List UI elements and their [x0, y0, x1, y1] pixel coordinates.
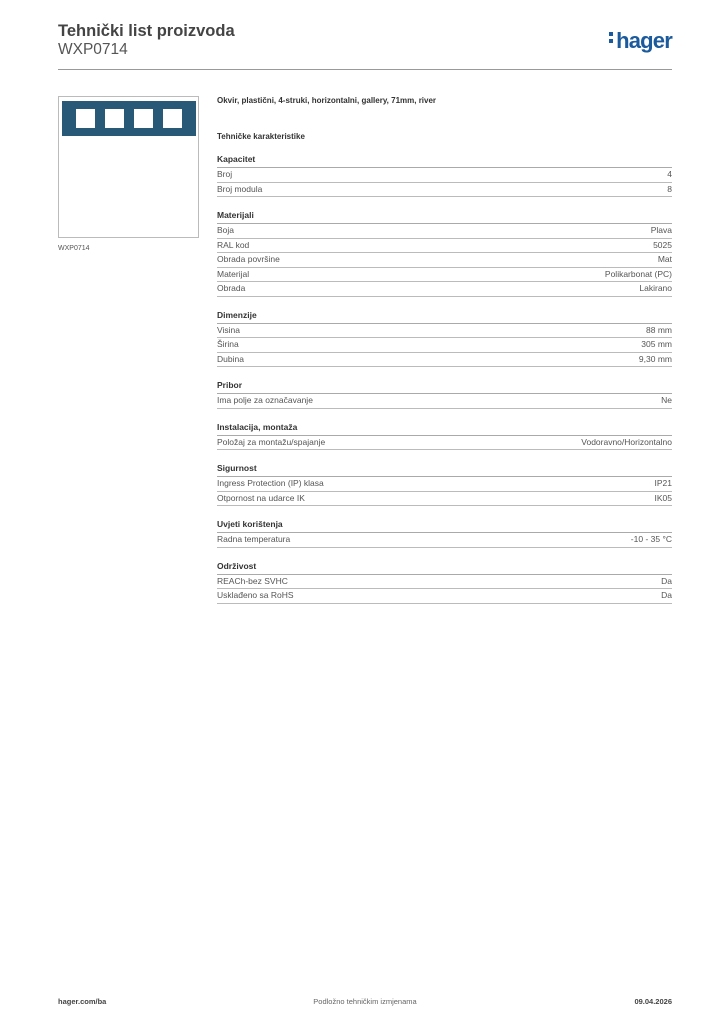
spec-label: Širina: [217, 339, 239, 349]
spec-row: [217, 492, 672, 507]
spec-row: [217, 338, 672, 353]
spec-label: Ingress Protection (IP) klasa: [217, 478, 324, 488]
spec-section: [217, 463, 672, 506]
product-code: WXP0714: [58, 41, 128, 58]
spec-content: [217, 96, 672, 604]
footer-notice: Podložno tehničkim izmjenama: [313, 997, 417, 1006]
section-title: Dimenzije: [217, 310, 672, 324]
spec-row: [217, 183, 672, 198]
section-title: Održivost: [217, 561, 672, 575]
frame-slot: [134, 109, 153, 128]
footer-date: 09.04.2026: [634, 997, 672, 1006]
spec-section: [217, 519, 672, 548]
spec-value: Ne: [661, 395, 672, 405]
spec-value: Da: [661, 590, 672, 600]
spec-row: [217, 533, 672, 548]
spec-row: [217, 589, 672, 604]
characteristics-heading: Tehničke karakteristike: [217, 132, 305, 141]
spec-value: 4: [667, 169, 672, 179]
product-description: Okvir, plastični, 4-struki, horizontalni, gallery, 71mm, river: [217, 96, 437, 105]
spec-label: Obrada površine: [217, 254, 280, 264]
spec-label: REACh-bez SVHC: [217, 575, 288, 586]
spec-value: 8: [667, 183, 672, 194]
spec-value: Plava: [650, 225, 672, 235]
spec-section: [217, 210, 672, 297]
page-header: [58, 22, 672, 68]
section-title: Instalacija, montaža: [217, 422, 672, 436]
spec-value: IK05: [654, 492, 672, 503]
spec-row: [217, 239, 672, 254]
spec-row: [217, 224, 672, 239]
spec-value: Mat: [657, 254, 672, 264]
spec-label: Obrada: [217, 283, 246, 293]
spec-value: IP21: [654, 478, 672, 488]
spec-label: Boja: [217, 225, 235, 235]
section-title: Uvjeti korištenja: [217, 519, 672, 533]
spec-value: 9,30 mm: [638, 353, 672, 364]
spec-value: -10 - 35 °C: [630, 534, 672, 544]
spec-label: Usklađeno sa RoHS: [217, 590, 294, 600]
spec-value: Lakirano: [639, 283, 672, 293]
spec-label: RAL kod: [217, 239, 250, 250]
footer-website[interactable]: hager.com/ba: [58, 997, 107, 1006]
spec-value: Da: [661, 575, 672, 586]
spec-label: Broj: [217, 169, 233, 179]
spec-row: [217, 394, 672, 409]
spec-label: Broj modula: [217, 183, 263, 194]
spec-label: Ima polje za označavanje: [217, 395, 313, 405]
logo-text: hager: [616, 28, 672, 53]
spec-label: Otpornost na udarce IK: [217, 492, 305, 503]
image-caption: WXP0714: [58, 245, 90, 252]
spec-row: [217, 353, 672, 368]
frame-slot: [163, 109, 182, 128]
page-footer: [58, 997, 672, 1009]
spec-value: Vodoravno/Horizontalno: [581, 436, 672, 447]
spec-value: 305 mm: [641, 339, 672, 349]
spec-row: [217, 168, 672, 183]
spec-row: [217, 282, 672, 297]
frame-illustration: [62, 101, 196, 136]
logo-dots-icon: [609, 29, 614, 46]
section-title: Pribor: [217, 380, 672, 394]
section-title: Sigurnost: [217, 463, 672, 477]
spec-section: [217, 380, 672, 409]
hager-logo: [609, 28, 672, 54]
spec-row: [217, 477, 672, 492]
section-title: Materijali: [217, 210, 672, 224]
page-title: Tehnički list proizvoda: [58, 22, 235, 40]
frame-slot: [105, 109, 124, 128]
spec-row: [217, 268, 672, 283]
spec-section: [217, 561, 672, 604]
spec-section: [217, 422, 672, 451]
spec-label: Visina: [217, 324, 240, 335]
spec-row: [217, 253, 672, 268]
spec-label: Dubina: [217, 353, 244, 364]
frame-slot: [76, 109, 95, 128]
spec-label: Položaj za montažu/spajanje: [217, 436, 326, 447]
spec-value: Polikarbonat (PC): [604, 268, 672, 279]
spec-section: [217, 310, 672, 368]
spec-row: [217, 575, 672, 590]
spec-section: [217, 154, 672, 197]
section-title: Kapacitet: [217, 154, 672, 168]
spec-value: 5025: [653, 239, 672, 250]
product-image: [58, 96, 199, 238]
spec-row: [217, 324, 672, 339]
header-divider: [58, 69, 672, 70]
spec-sections: [217, 154, 672, 604]
spec-label: Materijal: [217, 268, 250, 279]
spec-value: 88 mm: [646, 324, 672, 335]
spec-label: Radna temperatura: [217, 534, 291, 544]
spec-row: [217, 436, 672, 451]
